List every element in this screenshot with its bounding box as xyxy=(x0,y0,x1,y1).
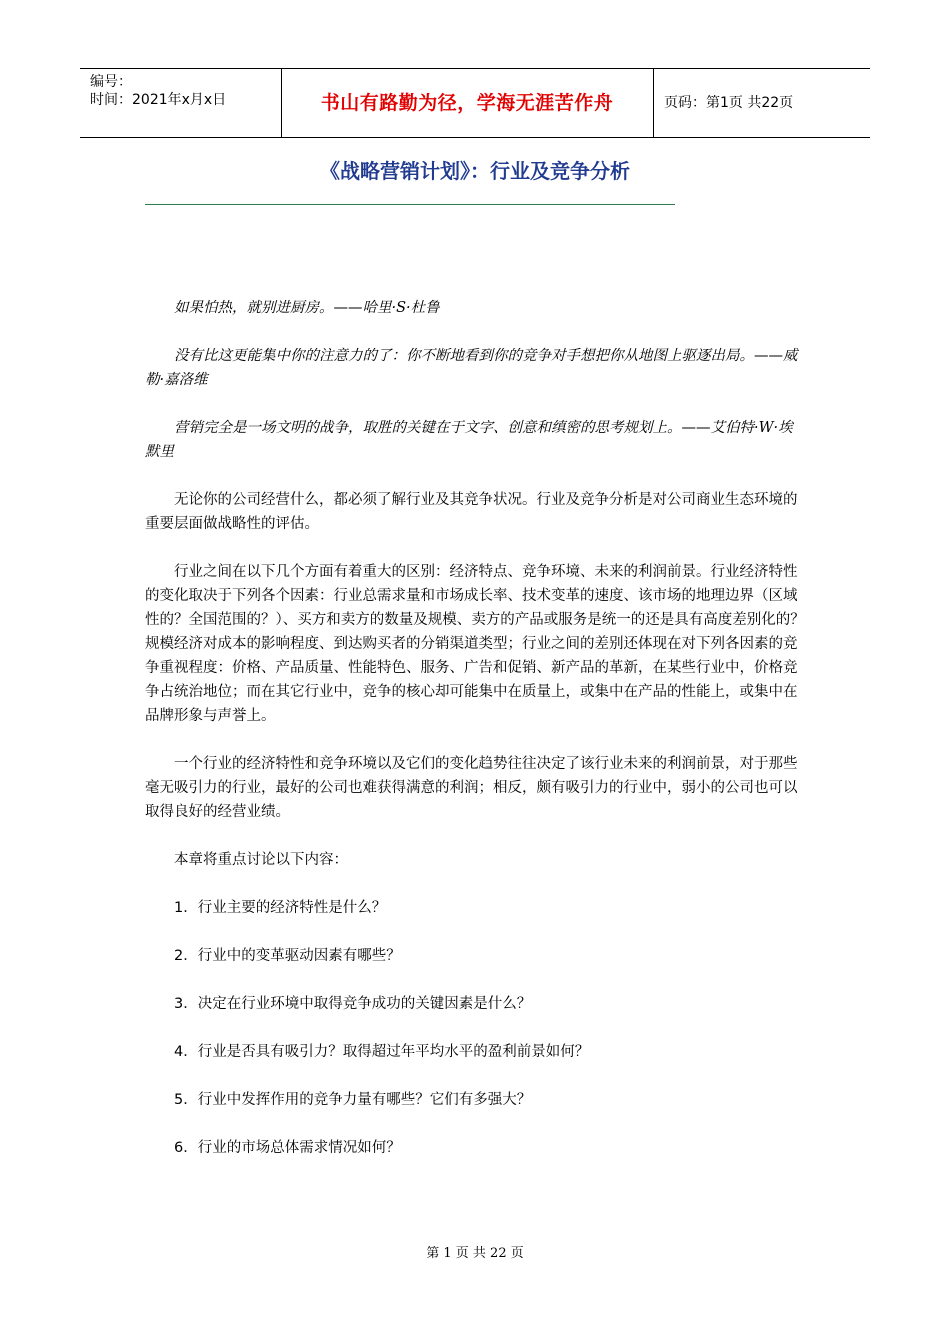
list-item: 1．行业主要的经济特性是什么？ xyxy=(174,900,387,916)
title-underline xyxy=(145,204,675,205)
quote-1: 如果怕热，就别进厨房。——哈里·S·杜鲁 xyxy=(174,300,440,316)
header-middle-cell xyxy=(281,69,654,137)
page-code: 页码：第1页 共22页 xyxy=(664,95,794,111)
paragraph-2: 行业之间在以下几个方面有着重大的区别：经济特点、竞争环境、未来的利润前景。行业经济特性的变化取决于下列各个因素：行业总需求量和市场成长率、技术变革的速度、该市场的地理边界（区域性的？全国范围的？）、买方和卖方的数量及规模、卖方的产品或服务是统一的还是具有高度差别化的？ 规模经济对成本的影响程度、到达购买者的分销渠道类型；行业之间的差别还体现在对下列各因素的竞争重视程度：价格、产品质量、性能特色、服务、广告和促销、新产品的革新，在某些行业中，价格竞争占统治地位；而在其它行业中，竞争的核心却可能集中在质量上，或集中在产品的性能上，或集中在品牌形象与声誉上。 xyxy=(145,564,805,724)
paragraph-1: 无论你的公司经营什么，都必须了解行业及其竞争状况。行业及竞争分析是对公司商业生态环境的重要层面做战略性的评估。 xyxy=(145,492,798,532)
list-item: 3．决定在行业环境中取得竞争成功的关键因素是什么？ xyxy=(174,996,532,1012)
page-footer: 第 1 页 共 22 页 xyxy=(426,1246,524,1261)
document-body xyxy=(145,296,805,1160)
list-item: 4．行业是否具有吸引力？取得超过年平均水平的盈利前景如何？ xyxy=(174,1044,590,1060)
header-table xyxy=(80,68,870,138)
list-item: 6．行业的市场总体需求情况如何？ xyxy=(174,1140,401,1156)
list-item: 5．行业中发挥作用的竞争力量有哪些？它们有多强大？ xyxy=(174,1092,532,1108)
header-motto: 书山有路勤为径，学海无涯苦作舟 xyxy=(320,92,614,114)
quote-2: 没有比这更能集中你的注意力的了：你不断地看到你的竞争对手想把你从地图上驱逐出局。——威勒·嘉洛维 xyxy=(145,348,798,388)
serial-label: 编号： xyxy=(90,74,132,90)
document-title: 《战略营销计划》：行业及竞争分析 xyxy=(320,159,630,183)
list-item: 2．行业中的变革驱动因素有哪些？ xyxy=(174,948,401,964)
paragraph-4: 本章将重点讨论以下内容： xyxy=(174,852,348,868)
quote-3: 营销完全是一场文明的战争，取胜的关键在于文字、创意和缜密的思考规划上。——艾伯特·W·埃默里 xyxy=(145,420,793,460)
header-right-cell xyxy=(654,69,870,137)
date-label: 时间：2021年x月x日 xyxy=(90,92,227,108)
paragraph-3: 一个行业的经济特性和竞争环境以及它们的变化趋势往往决定了该行业未来的利润前景，对于那些毫无吸引力的行业，最好的公司也难获得满意的利润；相反，颇有吸引力的行业中，弱小的公司也可以取得良好的经营业绩。 xyxy=(145,756,798,820)
header-left-cell xyxy=(80,69,282,137)
